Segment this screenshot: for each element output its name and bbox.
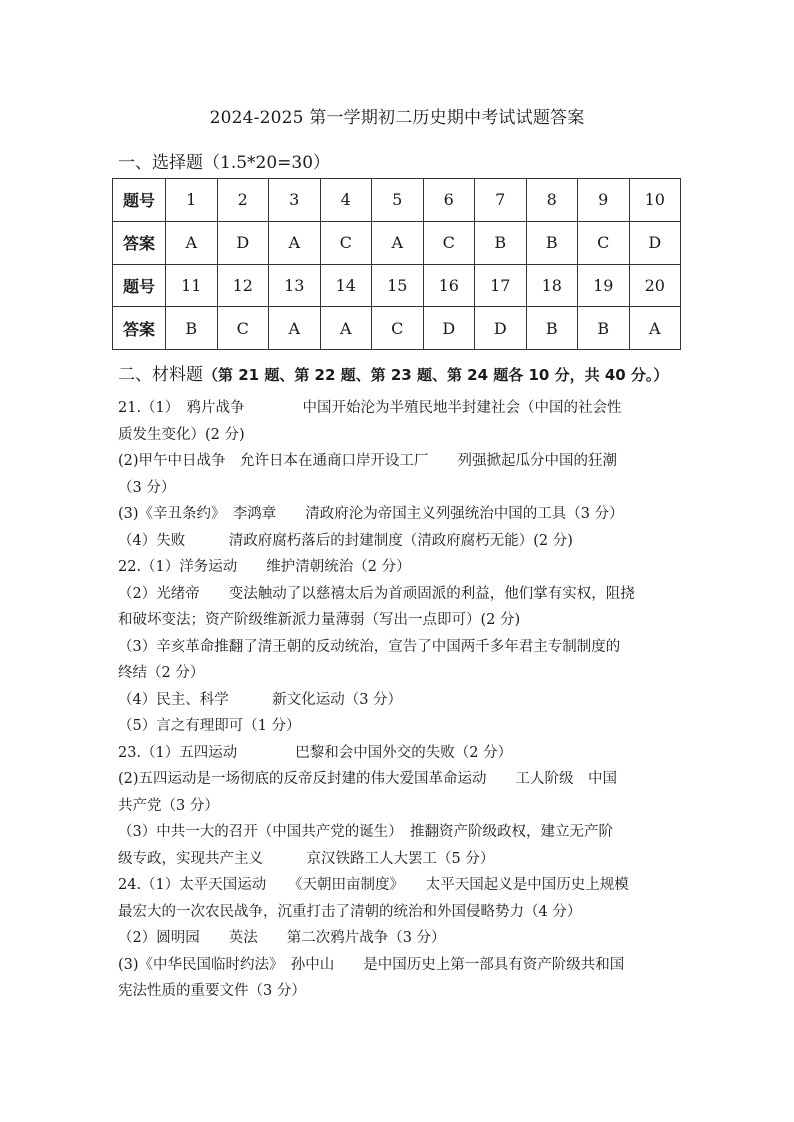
table-cell: A: [320, 307, 372, 350]
table-cell: A: [269, 307, 321, 350]
answer-line: （3）辛亥革命推翻了清王朝的反动统治，宣告了中国两千多年君主专制制度的: [118, 638, 621, 655]
section-2-title: 二、材料题: [118, 365, 203, 385]
table-cell: B: [526, 307, 578, 350]
table-cell: D: [629, 221, 681, 264]
answer-line: 21.（1） 鸦片战争 中国开始沦为半殖民地半封建社会（中国的社会性: [118, 400, 622, 416]
answer-line: （4）失败 清政府腐朽落后的封建制度（清政府腐朽无能）(2 分): [118, 532, 573, 549]
table-cell: C: [578, 221, 630, 264]
answer-table: [112, 178, 681, 350]
answer-line: 宪法性质的重要文件（3 分）: [118, 983, 306, 999]
table-cell: 10: [629, 179, 681, 222]
table-cell: 2: [217, 179, 269, 222]
table-cell: B: [166, 307, 218, 350]
table-cell: D: [423, 307, 475, 350]
answer-line: 质发生变化）(2 分): [118, 426, 245, 443]
answer-line: 22.（1）洋务运动 维护清朝统治（2 分）: [118, 559, 411, 575]
answer-line: （2）圆明园 英法 第二次鸦片战争（3 分）: [118, 930, 446, 946]
answer-line: 24.（1）太平天国运动 《天朝田亩制度》 太平天国起义是中国历史上规模: [118, 877, 629, 893]
answer-line: （2）光绪帝 变法触动了以慈禧太后为首顽固派的利益，他们掌有实权，阻挠: [118, 585, 635, 602]
table-cell: C: [217, 307, 269, 350]
table-cell: 20: [629, 264, 681, 307]
table-cell: 4: [320, 179, 372, 222]
table-cell: A: [166, 221, 218, 264]
table-cell: 6: [423, 179, 475, 222]
table-cell: 13: [269, 264, 321, 307]
question-number-label: 题号: [113, 264, 166, 307]
answer-line: （5）言之有理即可（1 分）: [118, 718, 301, 734]
page-title: 2024-2025 第一学期初二历史期中考试试题答案: [209, 108, 585, 128]
table-cell: 5: [372, 179, 424, 222]
section-1-heading: 一、选择题（1.5*20=30）: [118, 153, 331, 173]
answer-line: （4）民主、科学 新文化运动（3 分）: [118, 691, 403, 708]
table-cell: 8: [526, 179, 578, 222]
table-cell: 7: [475, 179, 527, 222]
answer-line: 级专政，实现共产主义 京汉铁路工人大罢工（5 分）: [118, 850, 495, 867]
answer-line: 最宏大的一次农民战争，沉重打击了清朝的统治和外国侵略势力（4 分）: [118, 903, 582, 920]
answer-label: 答案: [113, 307, 166, 350]
question-number-label: 题号: [113, 179, 166, 222]
answer-line: (3)《辛丑条约》 李鸿章 清政府沦为帝国主义列强统治中国的工具（3 分）: [118, 506, 624, 522]
table-cell: B: [475, 221, 527, 264]
table-row: [113, 307, 681, 350]
table-cell: D: [475, 307, 527, 350]
table-cell: 16: [423, 264, 475, 307]
answer-line: (2)五四运动是一场彻底的反帝反封建的伟大爱国革命运动 工人阶级 中国: [118, 771, 618, 787]
table-cell: 3: [269, 179, 321, 222]
answer-line: (3)《中华民国临时约法》 孙中山 是中国历史上第一部具有资产阶级共和国: [118, 956, 625, 973]
table-cell: A: [629, 307, 681, 350]
table-cell: A: [372, 221, 424, 264]
table-cell: C: [372, 307, 424, 350]
answer-line: （3）中共一大的召开（中国共产党的诞生） 推翻资产阶级政权，建立无产阶: [118, 824, 613, 840]
table-row: [113, 264, 681, 307]
answer-line: 和破坏变法；资产阶级维新派力量薄弱（写出一点即可）(2 分): [118, 612, 521, 628]
table-cell: 15: [372, 264, 424, 307]
table-cell: B: [578, 307, 630, 350]
answer-line: 终结（2 分）: [118, 665, 205, 681]
table-cell: A: [269, 221, 321, 264]
table-cell: 9: [578, 179, 630, 222]
answer-line: （3 分）: [118, 479, 176, 496]
section-2-heading: [118, 360, 668, 385]
table-cell: C: [423, 221, 475, 264]
table-cell: C: [320, 221, 372, 264]
table-row: [113, 179, 681, 222]
table-cell: D: [217, 221, 269, 264]
table-cell: 17: [475, 264, 527, 307]
answer-line: 共产党（3 分）: [118, 797, 219, 814]
table-cell: 12: [217, 264, 269, 307]
table-cell: 19: [578, 264, 630, 307]
table-cell: 18: [526, 264, 578, 307]
table-cell: 11: [166, 264, 218, 307]
table-cell: B: [526, 221, 578, 264]
table-row: [113, 221, 681, 264]
answer-line: (2)甲午中日战争 允许日本在通商口岸开设工厂 列强掀起瓜分中国的狂潮: [118, 453, 618, 469]
answer-body: [118, 395, 688, 1005]
table-cell: 1: [166, 179, 218, 222]
answer-line: 23.（1）五四运动 巴黎和会中国外交的失败（2 分）: [118, 744, 513, 761]
table-cell: 14: [320, 264, 372, 307]
section-2-note: （第 21 题、第 22 题、第 23 题、第 24 题各 10 分，共 40 分。）: [203, 366, 669, 384]
answer-label: 答案: [113, 221, 166, 264]
